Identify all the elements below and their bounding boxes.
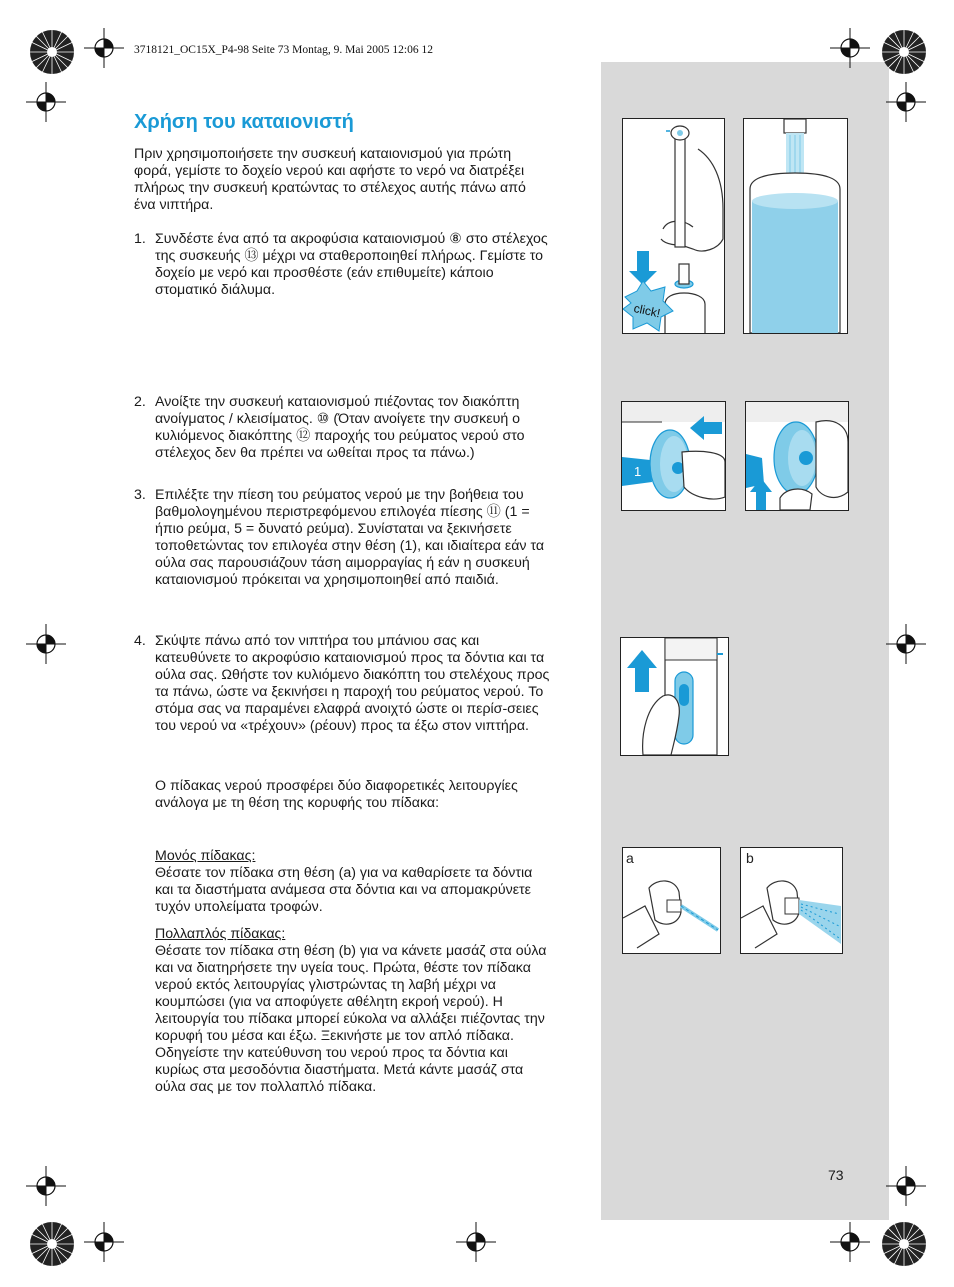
crosshair-icon xyxy=(26,624,66,664)
page-number: 73 xyxy=(828,1167,844,1183)
registration-sunburst-icon xyxy=(28,28,76,76)
figure-press-switch xyxy=(621,401,726,511)
crosshair-icon xyxy=(84,28,124,68)
step-text: Επιλέξτε την πίεση του ρεύματος νερού με την βοήθεια του βαθμολογημένου περιστρεφόμενου επιλογέα πίεσης ⑪ (1 = ήπιο ρεύμα, 5 = δυνατό ρεύμα). Συνίσταται να ξεκινήσετε τοποθετώντας τον επιλογέα στην θέση (1), και ιδιαίτερα εάν τα ούλα σας παρουσιάζουν τάση αιμορραγίας ή εάν η συσκευή καταιονισμού πρόκειται να χρησιμοποιηθεί από παιδιά. xyxy=(155,487,545,588)
crosshair-icon xyxy=(830,1222,870,1262)
step-number: 3. xyxy=(134,487,146,503)
click-label: click! xyxy=(632,301,662,321)
crosshair-icon xyxy=(84,1222,124,1262)
step-number: 1. xyxy=(134,231,146,247)
figure-fill-tank xyxy=(743,118,848,334)
crosshair-icon xyxy=(26,1166,66,1206)
multi-jet-text: Θέσατε τον πίδακα στη θέση (b) για να κάνετε μασάζ στα ούλα και να διατηρήσετε την υγεία τους. Πρώτα, θέστε τον πίδακα νερού εκτός λειτουργίας γλιστρώντας τη λαβή μέχρι να κουμπώσει (για να αποφύγετε αθέλητη εκροή νερού). Η λειτουργία του πίδακα μπορεί εύκολα να αλλάξει πιέζοντας την κορυφή του μέσα και έξω. Ξεκινήστε με τον απλό πίδακα. Οδηγείστε την κατεύθυνση του νερού προς τα δόντια και κυρίως στα μεσοδόντια διαστήματα. Μετά κάντε μασάζ στα ούλα σας με τον πολλαπλό πίδακα. xyxy=(155,943,547,1095)
figure-multi-jet xyxy=(740,847,843,954)
step-number: 4. xyxy=(134,633,146,649)
dial-label-1: 1 xyxy=(634,464,642,479)
registration-sunburst-icon xyxy=(880,1220,928,1268)
step-number: 2. xyxy=(134,394,146,410)
crosshair-icon xyxy=(456,1222,496,1262)
jet-intro: Ο πίδακας νερού προσφέρει δύο διαφορετικές λειτουργίες ανάλογα με τη θέση της κορυφής του πίδακα: xyxy=(155,778,518,811)
registration-sunburst-icon xyxy=(28,1220,76,1268)
figure-single-jet xyxy=(622,847,721,954)
figure-label-b: b xyxy=(746,850,754,866)
single-jet-text: Θέσατε τον πίδακα στη θέση (a) για να καθαρίσετε τα δόντια και τα διαστήματα ανάμεσα στα δόντια και να απομακρύνετε τυχόν υπολείματα τροφών. xyxy=(155,865,533,915)
crosshair-icon xyxy=(886,82,926,122)
multi-jet-block xyxy=(155,926,550,1096)
figure-slide-switch xyxy=(620,637,729,756)
figure-select-pressure xyxy=(745,401,849,511)
intro-paragraph: Πριν χρησιμοποιήσετε την συσκευή καταιονισμού για πρώτη φορά, γεμίστε το δοχείο νερού και αφήστε το νερό να διατρέξει πλήρως την συσκευή κρατώντας το στέλεχος αυτής πάνω από ένα νιπτήρα. xyxy=(134,146,526,213)
crosshair-icon xyxy=(886,1166,926,1206)
figure-attach-nozzle xyxy=(622,118,725,334)
step-text: Ανοίξτε την συσκευή καταιονισμού πιέζοντας τον διακόπτη ανοίγματος / κλεισίματος. ⑩ (Όταν ανοίγετε την συσκευή ο κυλιόμενος διακόπτης ⑫ παροχής του ρεύματος νερού στο στέλεχος δεν θα πρέπει να ωθείται προς τα πάνω.) xyxy=(155,394,525,461)
crosshair-icon xyxy=(830,28,870,68)
registration-sunburst-icon xyxy=(880,28,928,76)
crosshair-icon xyxy=(26,82,66,122)
multi-jet-heading: Πολλαπλός πίδακας: xyxy=(155,926,286,942)
single-jet-heading: Μονός πίδακας: xyxy=(155,848,256,864)
step-text: Συνδέστε ένα από τα ακροφύσια καταιονισμού ⑧ στο στέλεχος της συσκευής ⑬ μέχρι να σταθεροποιηθεί πλήρως. Γεμίστε το δοχείο με νερό και προσθέστε (εάν επιθυμείτε) κάποιο στοματικό διάλυμα. xyxy=(155,231,548,298)
single-jet-block xyxy=(155,848,550,916)
crosshair-icon xyxy=(886,624,926,664)
section-title: Χρήση του καταιονιστή xyxy=(134,111,354,133)
print-header: 3718121_OC15X_P4-98 Seite 73 Montag, 9. Mai 2005 12:06 12 xyxy=(134,44,433,56)
step-text: Σκύψτε πάνω από τον νιπτήρα του μπάνιου σας και κατευθύνετε το ακροφύσιο καταιονισμού προς τα δόντια και τα ούλα σας. Ωθήστε τον κυλιόμενο διακόπτη του στελέχους προς τα πάνω, ώστε να ξεκινήσει η παροχή του ρεύματος νερού. Το στόμα σας να παραμένει ελαφρά ανοιχτό ώστε οι περίσ-σειες του νερού να «τρέχουν» (ρέουν) προς τα έξω στον νιπτήρα. xyxy=(155,633,550,734)
dial-label-2: 2 xyxy=(764,462,772,477)
figure-label-a: a xyxy=(626,850,634,866)
